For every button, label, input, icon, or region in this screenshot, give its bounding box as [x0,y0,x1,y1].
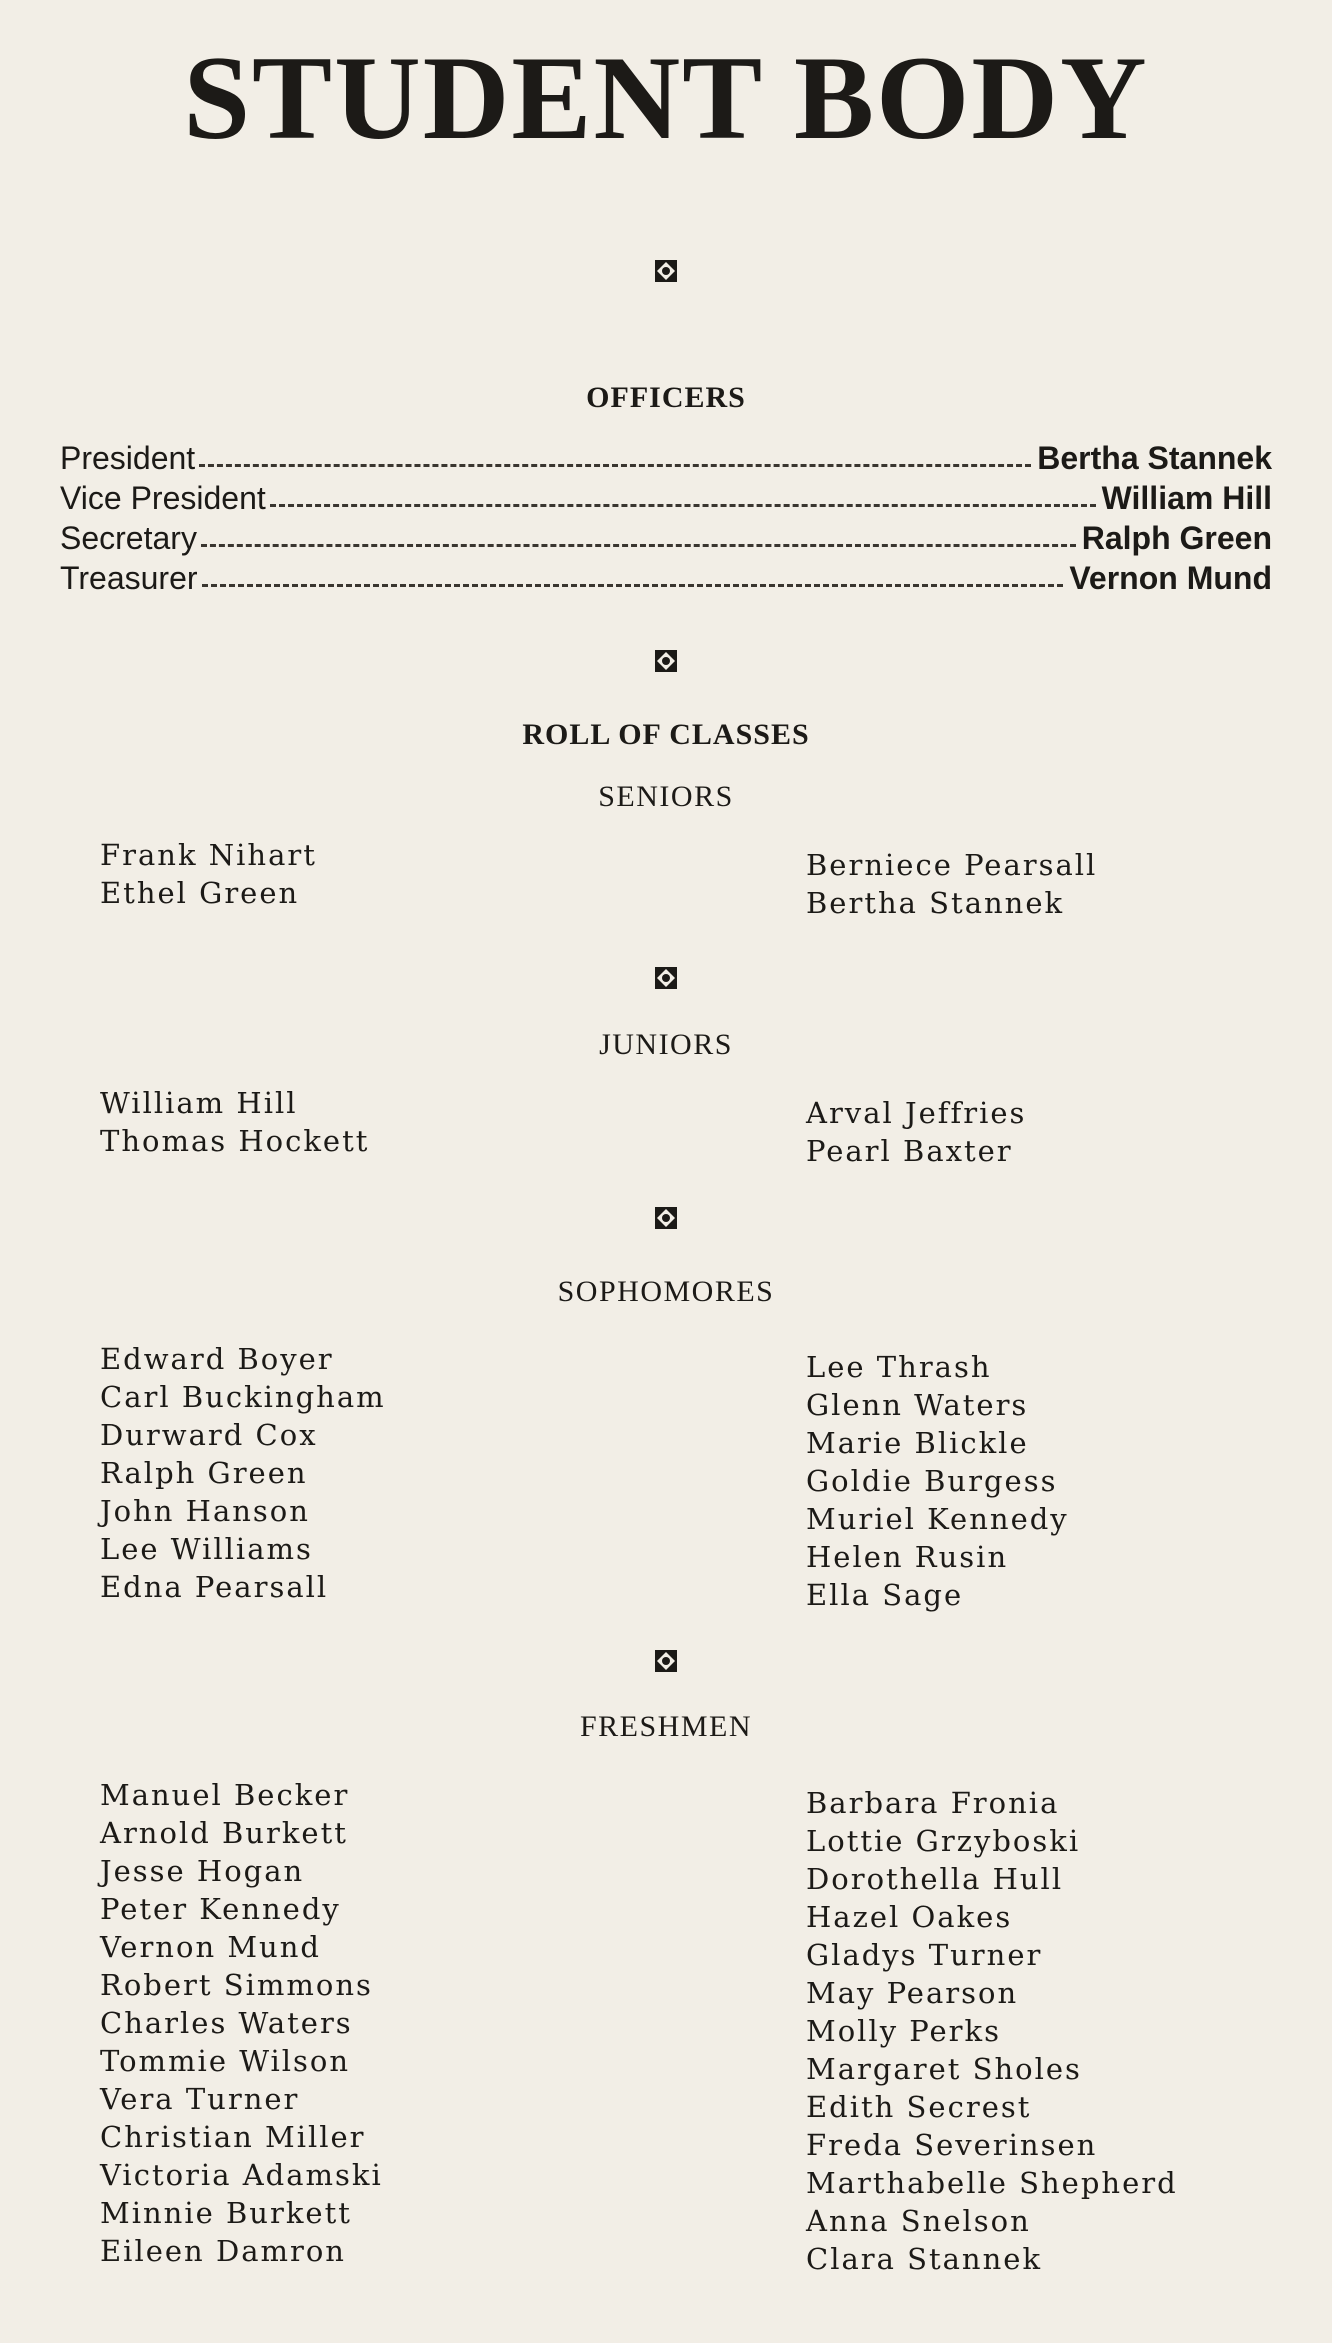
list-item: Berniece Pearsall [806,848,1098,882]
list-item: Margaret Sholes [806,2052,1082,2086]
list-item: John Hanson [100,1494,310,1528]
list-item: Edith Secrest [806,2090,1032,2124]
officer-name: Ralph Green [1081,520,1272,556]
juniors-left-list [100,1084,369,1160]
list-item: May Pearson [806,1976,1019,2010]
list-item: Barbara Fronia [806,1786,1060,1820]
list-item: Dorothella Hull [806,1862,1064,1896]
page-title: STUDENT BODY [183,31,1149,164]
list-item: Robert Simmons [100,1968,373,2002]
list-item: Frank Nihart [100,838,317,872]
ornament-icon [653,1205,679,1231]
officer-row-vice-president [60,474,1272,514]
list-item: William Hill [100,1086,298,1120]
officer-role: Vice President [60,480,266,516]
ornament-icon [653,965,679,991]
list-item: Arval Jeffries [806,1096,1027,1130]
list-item: Tommie Wilson [100,2044,351,2078]
leader-dots [270,504,1096,507]
list-item: Vernon Mund [100,1930,321,1964]
officer-role: Secretary [60,520,197,556]
list-item: Bertha Stannek [806,886,1065,920]
list-item: Lee Williams [100,1532,313,1566]
list-item: Ralph Green [100,1456,308,1490]
list-item: Durward Cox [100,1418,318,1452]
seniors-heading: SENIORS [598,780,734,813]
list-item: Marthabelle Shepherd [806,2166,1178,2200]
list-item: Molly Perks [806,2014,1001,2048]
sophomores-heading: SOPHOMORES [557,1275,775,1308]
officer-role: President [60,440,196,476]
list-item: Vera Turner [100,2082,300,2116]
officer-name: William Hill [1101,480,1272,516]
sophomores-left-list [100,1340,386,1606]
list-item: Lee Thrash [806,1350,992,1384]
juniors-heading: JUNIORS [599,1028,733,1061]
list-item: Peter Kennedy [100,1892,341,1926]
freshmen-heading: FRESHMEN [579,1710,753,1743]
list-item: Muriel Kennedy [806,1502,1069,1536]
officer-row-president [60,434,1272,474]
leader-dots [201,544,1076,547]
list-item: Anna Snelson [806,2204,1031,2238]
leader-dots [202,584,1064,587]
list-item: Lottie Grzyboski [806,1824,1081,1858]
list-item: Clara Stannek [806,2242,1043,2276]
list-item: Pearl Baxter [806,1134,1013,1168]
list-item: Carl Buckingham [100,1380,386,1414]
sophomores-right-list [806,1348,1069,1614]
list-item: Goldie Burgess [806,1464,1058,1498]
list-item: Freda Severinsen [806,2128,1098,2162]
list-item: Edward Boyer [100,1342,334,1376]
ornament-icon [653,1648,679,1674]
list-item: Thomas Hockett [100,1124,370,1158]
ornament-icon [653,648,679,674]
list-item: Marie Blickle [806,1426,1029,1460]
list-item: Christian Miller [100,2120,366,2154]
ornament-icon [653,258,679,284]
list-item: Victoria Adamski [100,2158,383,2192]
juniors-right-list [806,1094,1026,1170]
list-item: Edna Pearsall [100,1570,329,1604]
officer-role: Treasurer [60,560,198,596]
roll-heading: ROLL OF CLASSES [522,718,810,751]
list-item: Eileen Damron [100,2234,346,2268]
officer-row-secretary [60,514,1272,554]
leader-dots [199,464,1031,467]
list-item: Ethel Green [100,876,300,910]
list-item: Manuel Becker [100,1778,350,1812]
list-item: Gladys Turner [806,1938,1043,1972]
list-item: Helen Rusin [806,1540,1009,1574]
list-item: Ella Sage [806,1578,964,1612]
officers-heading: OFFICERS [586,381,746,414]
seniors-right-list [806,846,1097,922]
list-item: Minnie Burkett [100,2196,352,2230]
list-item: Glenn Waters [806,1388,1029,1422]
officer-name: Bertha Stannek [1037,440,1272,476]
list-item: Arnold Burkett [100,1816,348,1850]
list-item: Hazel Oakes [806,1900,1013,1934]
freshmen-right-list [806,1784,1178,2278]
list-item: Charles Waters [100,2006,353,2040]
freshmen-left-list [100,1776,383,2270]
officer-name: Vernon Mund [1069,560,1272,596]
seniors-left-list [100,836,317,912]
officer-row-treasurer [60,554,1272,594]
list-item: Jesse Hogan [100,1854,305,1888]
